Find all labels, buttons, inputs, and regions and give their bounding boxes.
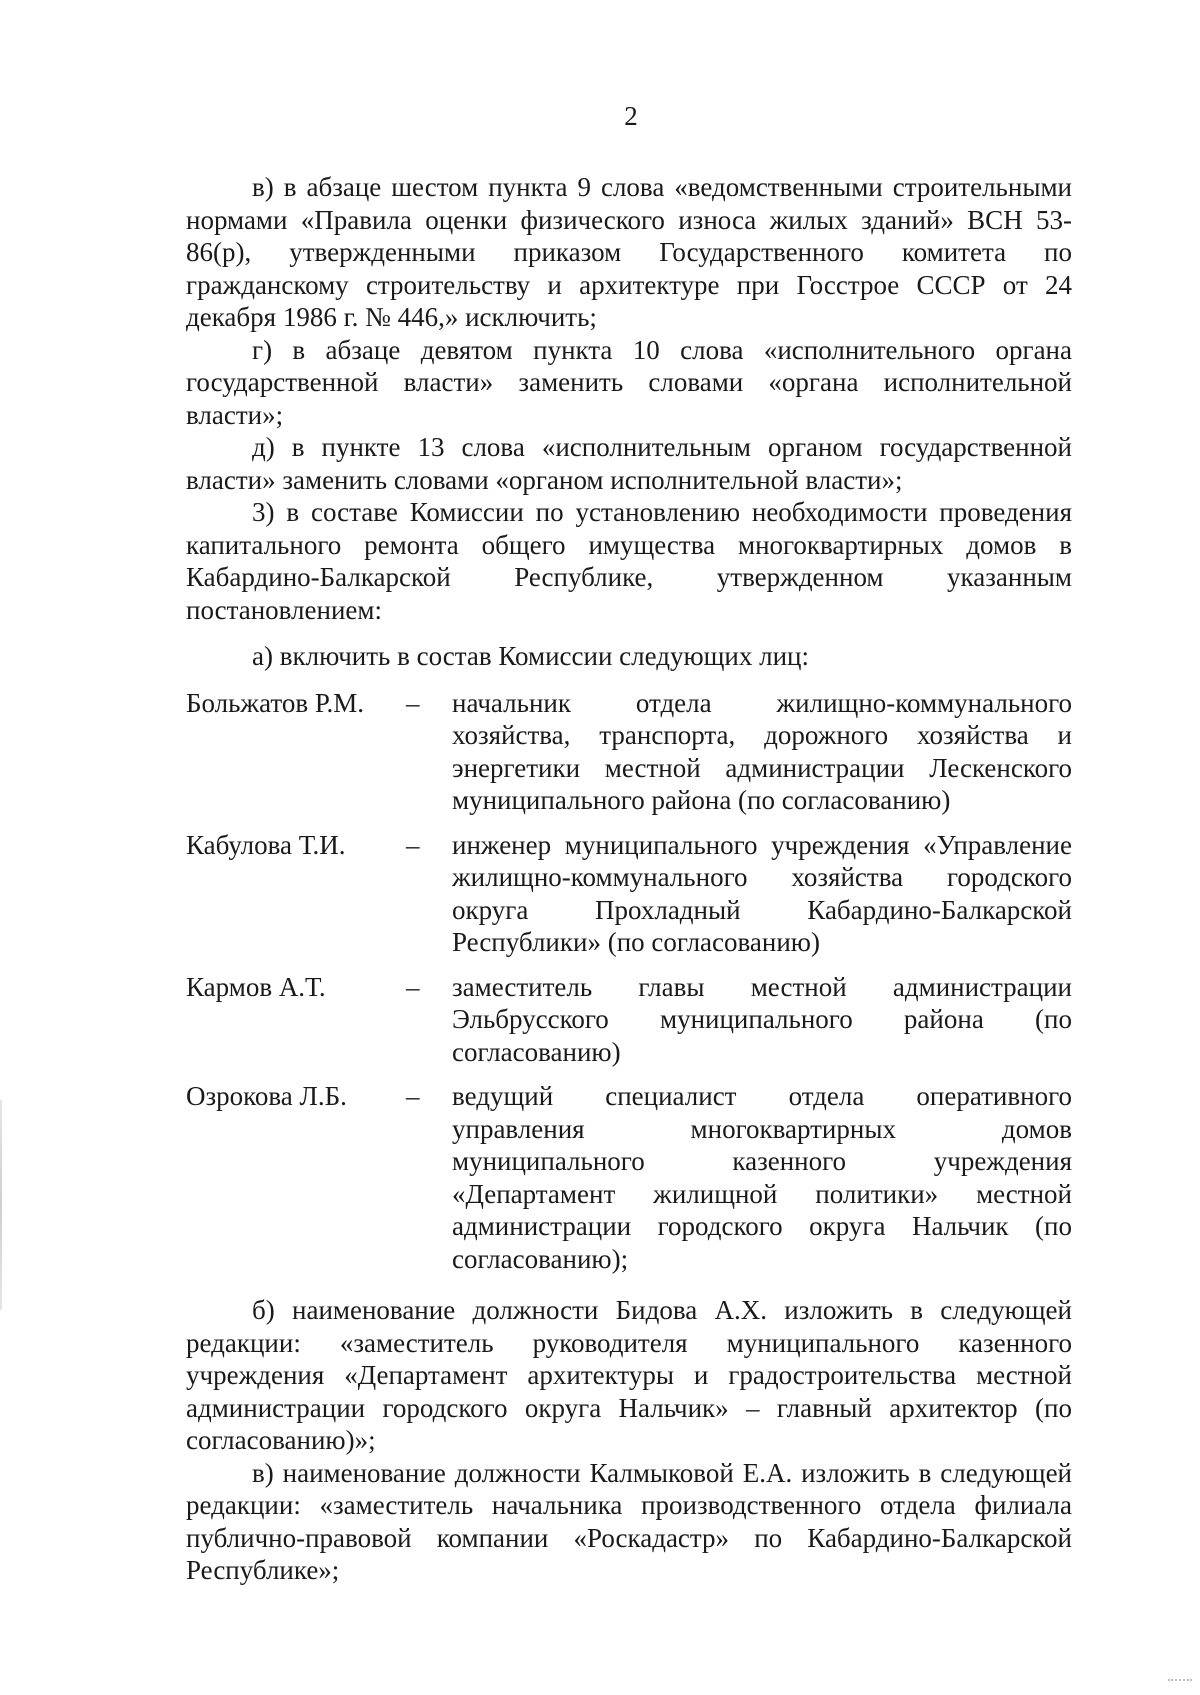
member-row	[186, 829, 1072, 959]
member-role: ведущий специалист отдела оперативного управления многоквартирных домов муниципального казенного учреждения «Департамент жилищной политики» местной администрации городского округа Нальчик (по согласованию);	[452, 1081, 1072, 1274]
scan-edge-shadow	[0, 1100, 2, 1310]
member-role: заместитель главы местной администрации Эльбрусского муниципального района (по согласованию)	[452, 971, 1072, 1067]
scan-corner-mark	[1168, 1679, 1192, 1689]
paragraph-v-kalmykova: в) наименование должности Калмыковой Е.А. изложить в следующей редакции: «заместитель начальника производственного отдела филиала публично-правовой компании «Роскадастр» по Кабардино-Балкарской Республике»;	[186, 1457, 1072, 1585]
page-number: 2	[624, 101, 638, 131]
member-dash: –	[406, 1081, 420, 1111]
member-name: Кармов А.Т.	[186, 971, 326, 1002]
document-body	[186, 171, 1072, 1587]
member-row	[186, 971, 1072, 1069]
commission-members-list	[186, 687, 1072, 1276]
member-row	[186, 687, 1072, 817]
member-role: инженер муниципального учреждения «Управление жилищно-коммунального хозяйства городского округа Прохладный Кабардино-Балкарской Республики» (по согласованию)	[452, 829, 1072, 957]
member-row	[186, 1080, 1072, 1275]
member-name: Кабулова Т.И.	[186, 829, 346, 860]
paragraph-d-item13: д) в пункте 13 слова «исполнительным органом государственной власти» заменить словами «органом исполнительной власти»;	[186, 432, 1072, 495]
member-dash: –	[406, 687, 420, 718]
paragraph-v-item9: в) в абзаце шестом пункта 9 слова «ведомственными строительными нормами «Правила оценки физического износа жилых зданий» ВСН 53-86(р), утвержденными приказом Государственного комитета по гражданскому строительству и архитектуре при Госстрое СССР от 24 декабря 1986 г. № 446,» исключить;	[186, 172, 1072, 332]
paragraph-g-item10: г) в абзаце девятом пункта 10 слова «исполнительного органа государственной власти» заменить словами «органа исполнительной власти»;	[186, 334, 1072, 430]
member-name: Больжатов Р.М.	[186, 687, 364, 718]
member-name: Озрокова Л.Б.	[186, 1081, 347, 1111]
member-role: начальник отдела жилищно-коммунального хозяйства, транспорта, дорожного хозяйства и энергетики местной администрации Лескенского муниципального района (по согласованию)	[452, 687, 1072, 815]
paragraph-b-bidov: б) наименование должности Бидова А.Х. изложить в следующей редакции: «заместитель руководителя муниципального казенного учреждения «Департамент архитектуры и градостроительства местной администрации городского округа Нальчик» – главный архитектор (по согласованию)»;	[186, 1295, 1072, 1455]
member-dash: –	[406, 829, 420, 860]
paragraph-3-commission: 3) в составе Комиссии по установлению необходимости проведения капитального ремонта общего имущества многоквартирных домов в Кабардино-Балкарской Республике, утвержденном указанным постановлением:	[186, 497, 1072, 625]
member-dash: –	[406, 971, 420, 1002]
include-members-heading: а) включить в состав Комиссии следующих лиц:	[252, 641, 810, 671]
